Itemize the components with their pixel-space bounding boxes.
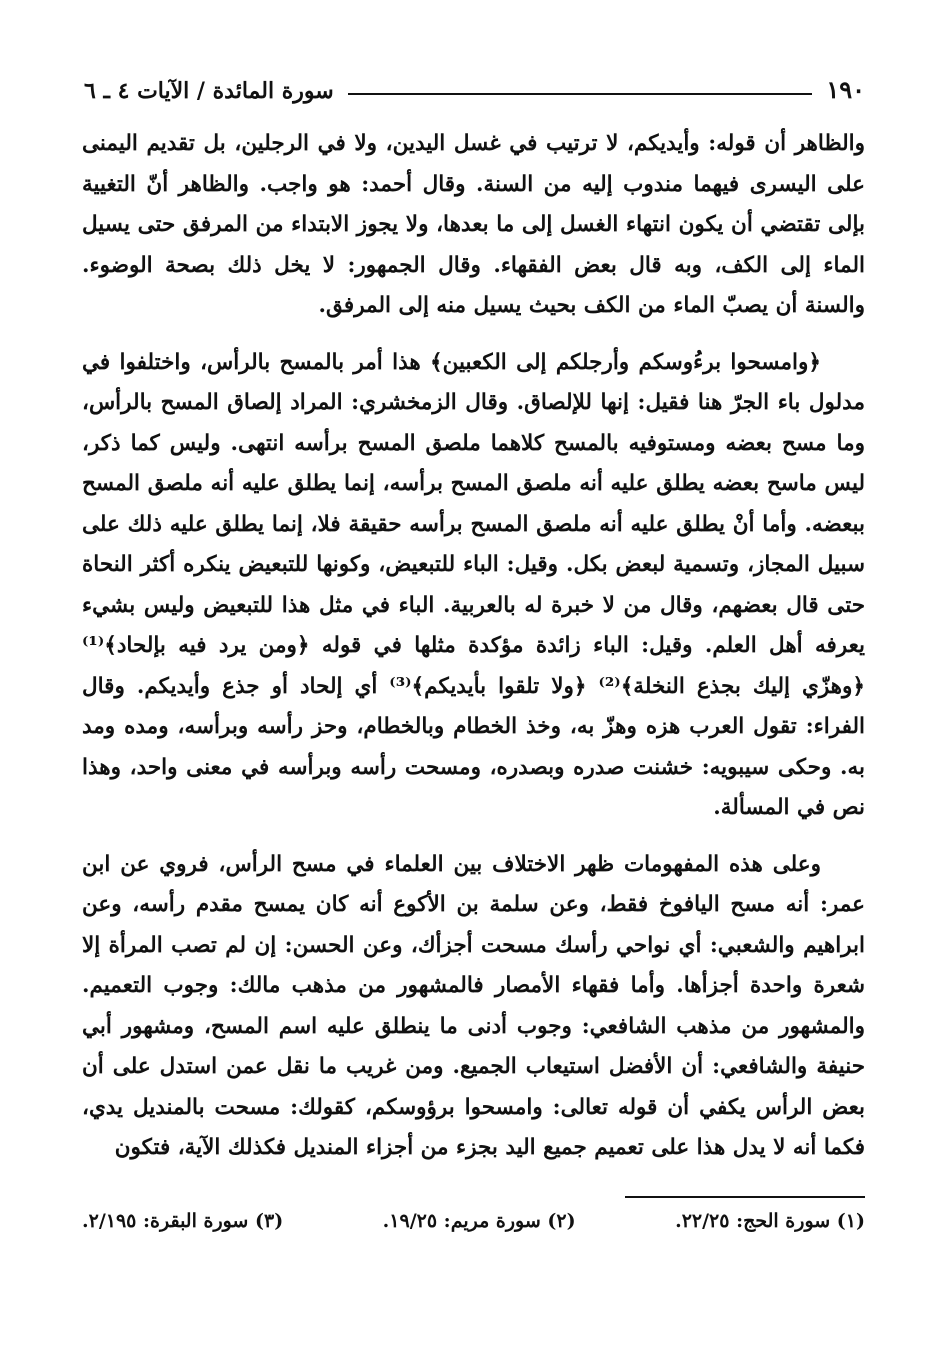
page-number: ١٩٠ (826, 75, 865, 104)
footnote-1: (١) سورة الحج: ٢٢/٢٥. (675, 1210, 865, 1232)
paragraph-2: ﴿وامسحوا برءُوسكم وأرجلكم إلى الكعبين﴾ هذا أمر بالمسح بالرأس، واختلفوا في مدلول باء الجرّ هنا فقيل: إنها للإلصاق. وقال الزمخشري: المراد إلصاق المسح بالرأس، وما مسح بعضه ومستوفيه بالمسح كلاهما ملصق المسح برأسه انتهى. وليس كما ذكر، ليس ماسح بعضه يطلق عليه أنه ملصق المسح برأسه، إنما يطلق عليه أنه ملصق المسح ببعضه. وأما أنْ يطلق عليه أنه ملصق المسح برأسه حقيقة فلا، إنما يطلق عليه ذلك على سبيل المجاز، وتسمية لبعض بكل. وقيل: الباء للتبعيض، وكونها للتبعيض ينكره أكثر النحاة حتى قال بعضهم، وقال من لا خبرة له بالعربية. الباء في مثل هذا للتبعيض وليس بشيء يعرفه أهل العلم. وقيل: الباء زائدة مؤكدة مثلها في قوله ﴿ومن يرد فيه بإلحاد﴾⁽¹⁾ ﴿وهزّي إليك بجذع النخلة﴾⁽²⁾ ﴿ولا تلقوا بأيديكم﴾⁽³⁾ أي إلحاد أو جذع وأيديكم. وقال الفراء: تقول العرب هزه وهزّ به، وخذ الخطام وبالخطام، وحز رأسه وبرأسه، ومده ومد به. وحكى سيبويه: خشنت صدره وبصدره، ومسحت رأسه وبرأسه في معنى واحد، وهذا نص في المسألة. (82, 349, 866, 820)
footnote-rule (625, 1196, 865, 1198)
header-rule (348, 93, 813, 95)
paragraph-3: وعلى هذه المفهومات ظهر الاختلاف بين العلماء في مسح الرأس، فروي عن ابن عمر: أنه مسح اليافوخ فقط، وعن سلمة بن الأكوع أنه كان يمسح مقدم رأسه، وعن ابراهيم والشعبي: أي نواحي رأسك مسحت أجزأك، وعن الحسن: إن لم تصب المرأة إلا شعرة واحدة أجزأها. وأما فقهاء الأمصار فالمشهور من مذهب مالك: وجوب التعميم. والمشهور من مذهب الشافعي: وجوب أدنى ما ينطلق عليه اسم المسح، ومشهور أبي حنيفة والشافعي: أن الأفضل استيعاب الجميع. ومن غريب ما نقل عمن استدل على أن بعض الرأس يكفي أن قوله تعالى: وامسحوا برؤوسكم، كقولك: مسحت بالمنديل يدي، فكما أنه لا يدل هذا على تعميم جميع اليد بجزء من أجزاء المنديل فكذلك الآية، فتكون (82, 851, 865, 1160)
running-title: سورة المائدة / الآيات ٤ ـ ٦ (84, 78, 334, 104)
footnote-3: (٣) سورة البقرة: ٢/١٩٥. (82, 1210, 284, 1232)
paragraph-1: والظاهر أن قوله: وأيديكم، لا ترتيب في غسل اليدين، ولا في الرجلين، بل تقديم اليمنى على اليسرى فيهما مندوب إليه من السنة. وقال أحمد: هو واجب. والظاهر أنّ التغيية بإلى تقتضي أن يكون انتهاء الغسل إلى ما بعدها، ولا يجوز الابتداء من المرفق حتى يسيل الماء إلى الكف، وبه قال بعض الفقهاء. وقال الجمهور: لا يخل ذلك بصحة الوضوء. والسنة أن يصبّ الماء من الكف بحيث يسيل منه إلى المرفق. (82, 131, 865, 318)
footnote-2: (٢) سورة مريم: ١٩/٢٥. (382, 1210, 576, 1232)
page-header (84, 62, 865, 102)
footnotes (82, 1210, 865, 1232)
main-text (82, 124, 865, 1169)
